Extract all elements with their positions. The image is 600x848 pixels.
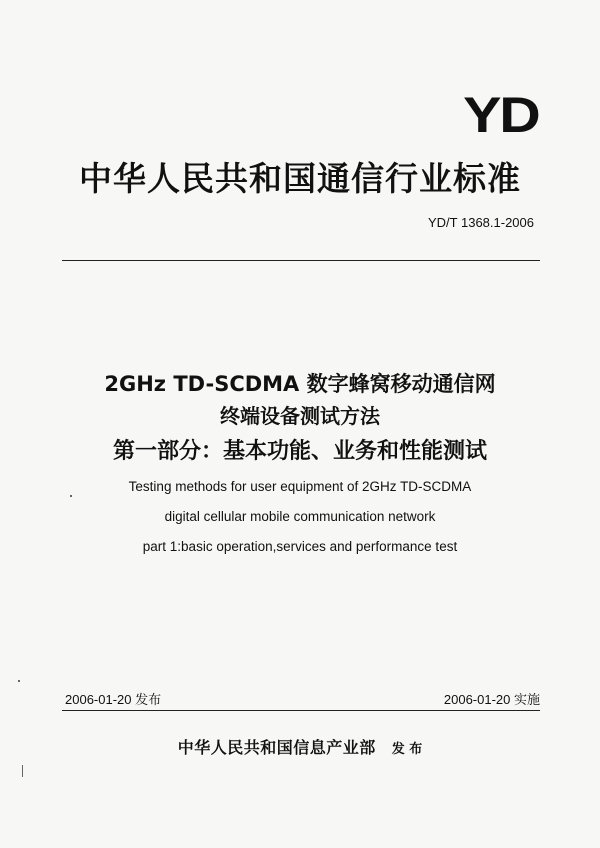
issue-date: 2006-01-20 发布 — [65, 692, 162, 707]
standard-category: 中华人民共和国通信行业标准 — [79, 159, 521, 198]
yd-logo: YD — [462, 87, 538, 143]
publisher-action: 发 布 — [391, 742, 423, 757]
top-divider — [62, 260, 540, 261]
title-en-line3: part 1:basic operation,services and performance test — [142, 539, 458, 554]
bottom-divider — [62, 710, 540, 711]
title-en-line2: digital cellular mobile communication network — [164, 509, 436, 524]
implementation-date: 2006-01-20 实施 — [443, 692, 540, 707]
title-zh-line2: 终端设备测试方法 — [220, 404, 380, 428]
scan-speck — [18, 680, 20, 682]
standard-number: YD/T 1368.1-2006 — [428, 215, 534, 230]
title-zh-line1: 2GHz TD-SCDMA 数字蜂窝移动通信网 — [104, 372, 496, 396]
publisher-name: 中华人民共和国信息产业部 — [177, 738, 376, 757]
scan-speck — [22, 765, 23, 777]
publisher — [0, 735, 600, 758]
title-zh-line3: 第一部分：基本功能、业务和性能测试 — [112, 439, 487, 464]
title-en-line1: Testing methods for user equipment of 2GHz TD-SCDMA — [128, 479, 472, 494]
scan-speck — [70, 495, 72, 497]
